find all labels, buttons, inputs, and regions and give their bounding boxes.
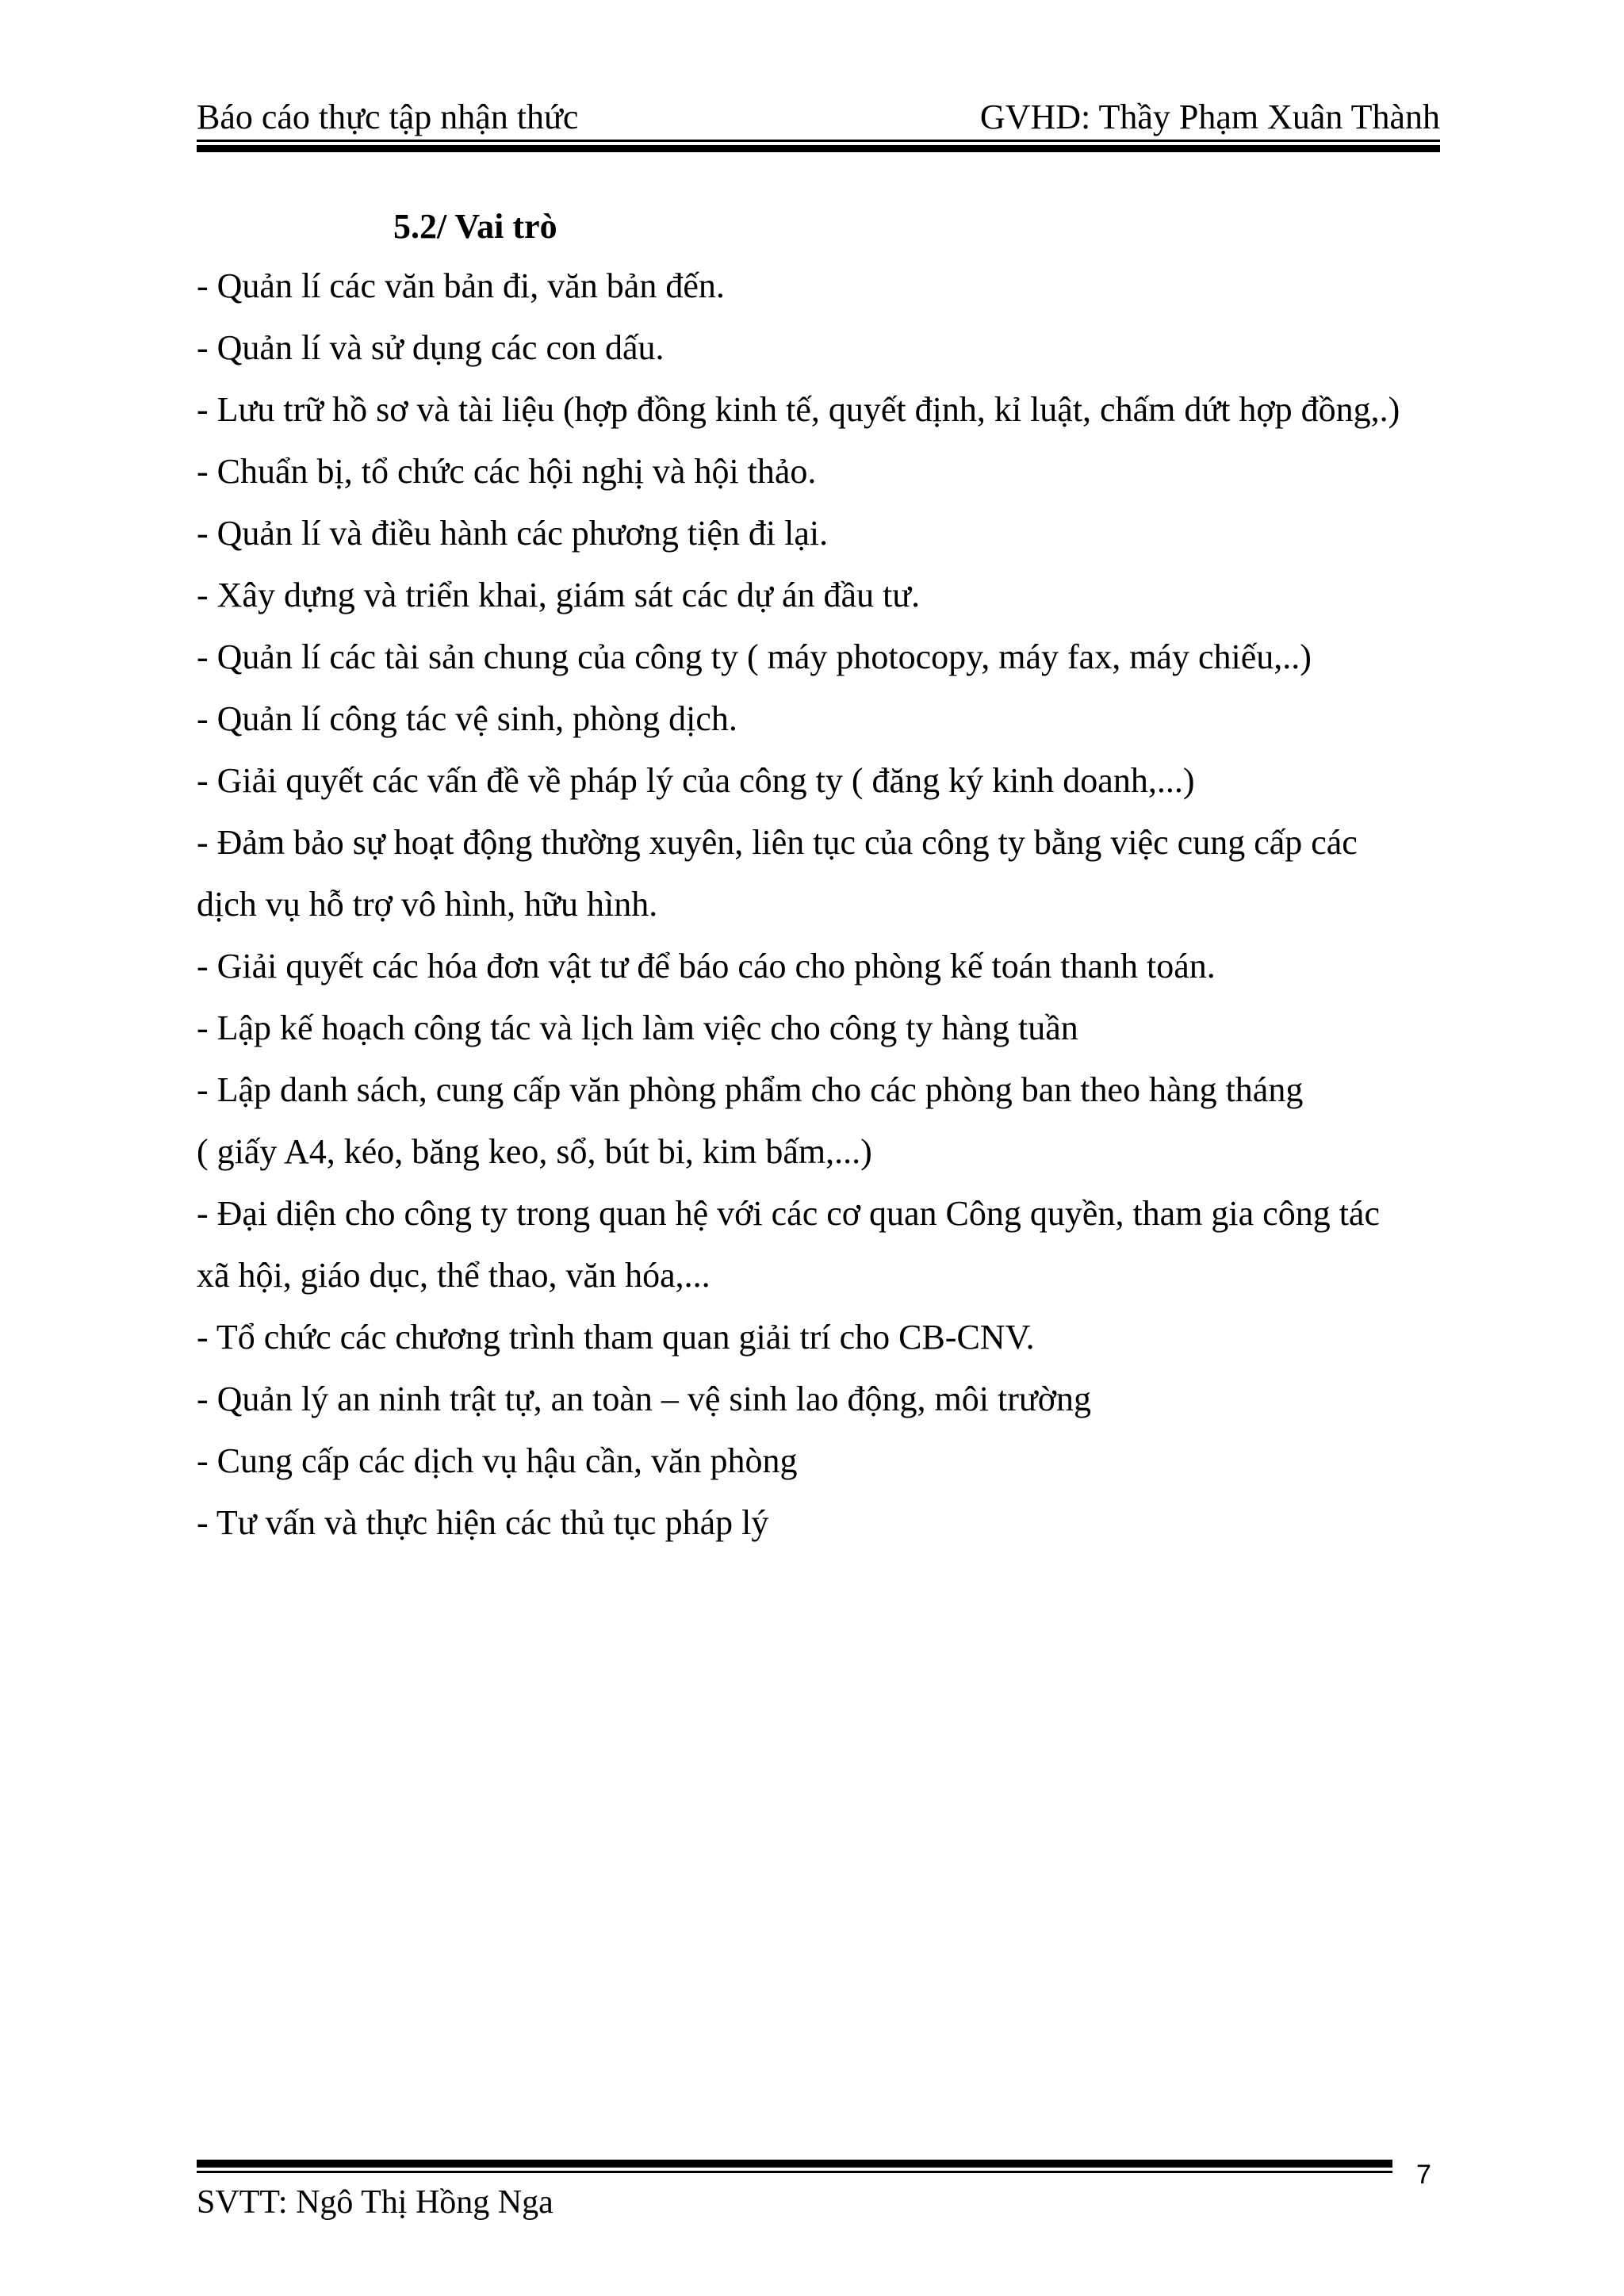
footer-divider-thick: [197, 2160, 1392, 2168]
page-body: [197, 198, 1450, 1554]
list-item: - Quản lí và sử dụng các con dấu.: [197, 328, 665, 367]
list-item: - Giải quyết các hóa đơn vật tư để báo cáo cho phòng kế toán thanh toán.: [197, 947, 1216, 985]
list-item: - Chuẩn bị, tổ chức các hội nghị và hội thảo.: [197, 452, 817, 491]
list-item: - Lập kế hoạch công tác và lịch làm việc cho công ty hàng tuần: [197, 1008, 1078, 1047]
page-header: [197, 94, 1440, 141]
supervisor-name: GVHD: Thầy Phạm Xuân Thành: [979, 98, 1440, 136]
list-item: - Giải quyết các vấn đề về pháp lý của công ty ( đăng ký kinh doanh,...): [197, 761, 1195, 800]
footer-divider-thin: [197, 2171, 1392, 2173]
list-item: - Đảm bảo sự hoạt động thường xuyên, liên tục của công ty bằng việc cung cấp các: [197, 823, 1358, 862]
report-title: Báo cáo thực tập nhận thức: [197, 98, 579, 136]
list-item: - Quản lí các tài sản chung của công ty ( máy photocopy, máy fax, máy chiếu,..): [197, 637, 1312, 676]
list-item: - Cung cấp các dịch vụ hậu cần, văn phòng: [197, 1441, 798, 1480]
list-item-continuation: ( giấy A4, kéo, băng keo, sổ, bút bi, kim bấm,...): [197, 1132, 872, 1171]
header-divider-thin: [197, 140, 1440, 142]
page-number: 7: [1416, 2160, 1431, 2190]
list-item: - Tư vấn và thực hiện các thủ tục pháp lý: [197, 1503, 769, 1542]
list-item: - Quản lý an ninh trật tự, an toàn – vệ sinh lao động, môi trường: [197, 1380, 1091, 1418]
list-item-continuation: dịch vụ hỗ trợ vô hình, hữu hình.: [197, 885, 658, 924]
student-name: SVTT: Ngô Thị Hồng Nga: [197, 2184, 553, 2221]
list-item: - Quản lí công tác vệ sinh, phòng dịch.: [197, 699, 737, 738]
list-item-continuation: xã hội, giáo dục, thể thao, văn hóa,...: [197, 1256, 710, 1295]
list-item: - Quản lí các văn bản đi, văn bản đến.: [197, 266, 725, 305]
section-title: 5.2/ Vai trò: [393, 207, 557, 246]
list-item: - Lập danh sách, cung cấp văn phòng phẩm cho các phòng ban theo hàng tháng: [197, 1070, 1304, 1109]
list-item: - Tổ chức các chương trình tham quan giải trí cho CB-CNV.: [197, 1318, 1035, 1357]
list-item: - Đại diện cho công ty trong quan hệ với các cơ quan Công quyền, tham gia công tác: [197, 1194, 1380, 1233]
header-divider-thick: [197, 145, 1440, 152]
role-list: [197, 255, 1450, 1554]
list-item: - Xây dựng và triển khai, giám sát các dự án đầu tư.: [197, 576, 921, 614]
list-item: - Lưu trữ hồ sơ và tài liệu (hợp đồng kinh tế, quyết định, kỉ luật, chấm dứt hợp đồng,.): [197, 390, 1400, 429]
list-item: - Quản lí và điều hành các phương tiện đi lại.: [197, 514, 829, 553]
